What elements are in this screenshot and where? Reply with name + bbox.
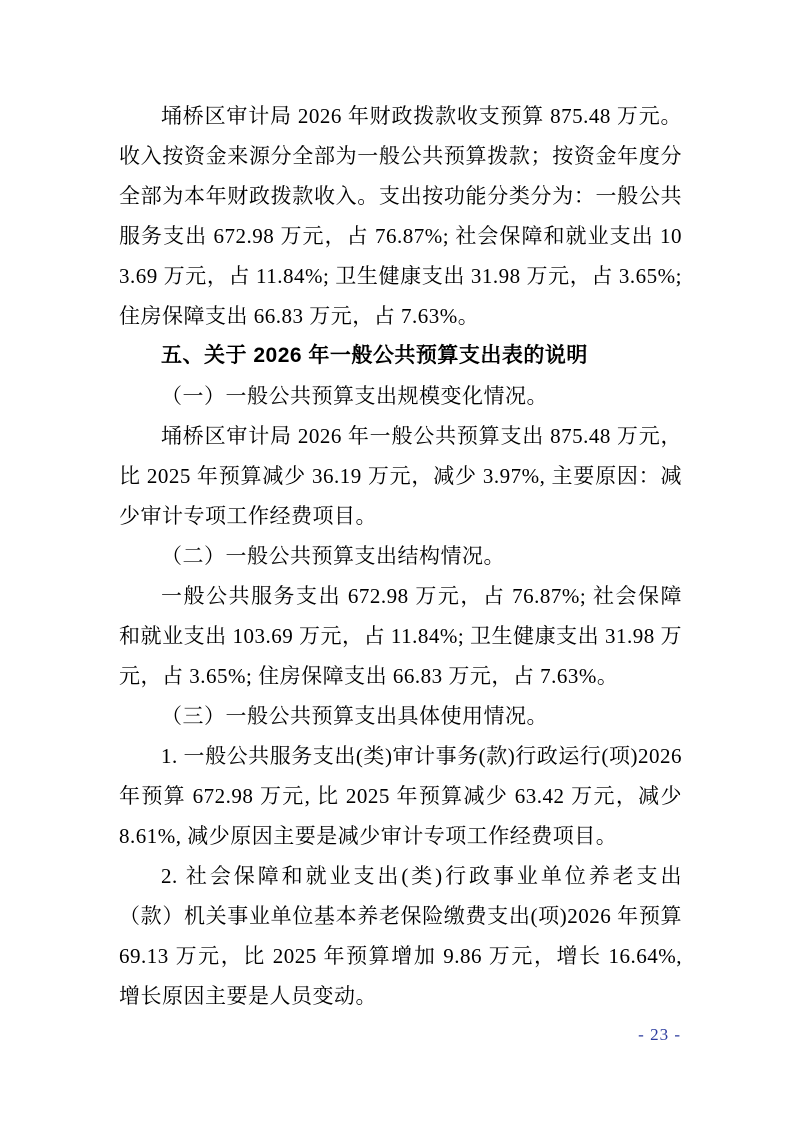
budget-item-2: 2. 社会保障和就业支出(类)行政事业单位养老支出（款）机关事业单位基本养老保险缴费支出(项)2026 年预算 69.13 万元，比 2025 年预算增加 9.86 万元，增长 16.64%, 增长原因主要是人员变动。 (119, 864, 682, 1008)
document-body (119, 96, 682, 1016)
subsection-three-title: （三）一般公共预算支出具体使用情况。 (161, 704, 548, 728)
subsection-one-body: 埇桥区审计局 2026 年一般公共预算支出 875.48 万元，比 2025 年预算减少 36.19 万元，减少 3.97%, 主要原因：减少审计专项工作经费项目。 (119, 424, 682, 528)
section-heading: 五、关于 2026 年一般公共预算支出表的说明 (161, 344, 588, 367)
subsection-two-title: （二）一般公共预算支出结构情况。 (161, 544, 505, 568)
page-number: - 23 - (638, 1025, 681, 1044)
subsection-two-body: 一般公共服务支出 672.98 万元，占 76.87%; 社会保障和就业支出 103.69 万元，占 11.84%; 卫生健康支出 31.98 万元，占 3.65%; 住房保障支出 66.83 万元，占 7.63%。 (119, 584, 682, 688)
budget-item-1: 1. 一般公共服务支出(类)审计事务(款)行政运行(项)2026 年预算 672.98 万元, 比 2025 年预算减少 63.42 万元，减少 8.61%, 减少原因主要是减少审计专项工作经费项目。 (119, 744, 682, 848)
paragraph-fiscal-overview: 埇桥区审计局 2026 年财政拨款收支预算 875.48 万元。收入按资金来源分全部为一般公共预算拨款；按资金年度分全部为本年财政拨款收入。支出按功能分类分为：一般公共服务支出 672.98 万元，占 76.87%; 社会保障和就业支出 103.69 万元，占 11.84%; 卫生健康支出 31.98 万元，占 3.65%; 住房保障支出 66.83 万元，占 7.63%。 (119, 104, 682, 328)
subsection-one-title: （一）一般公共预算支出规模变化情况。 (161, 384, 548, 408)
